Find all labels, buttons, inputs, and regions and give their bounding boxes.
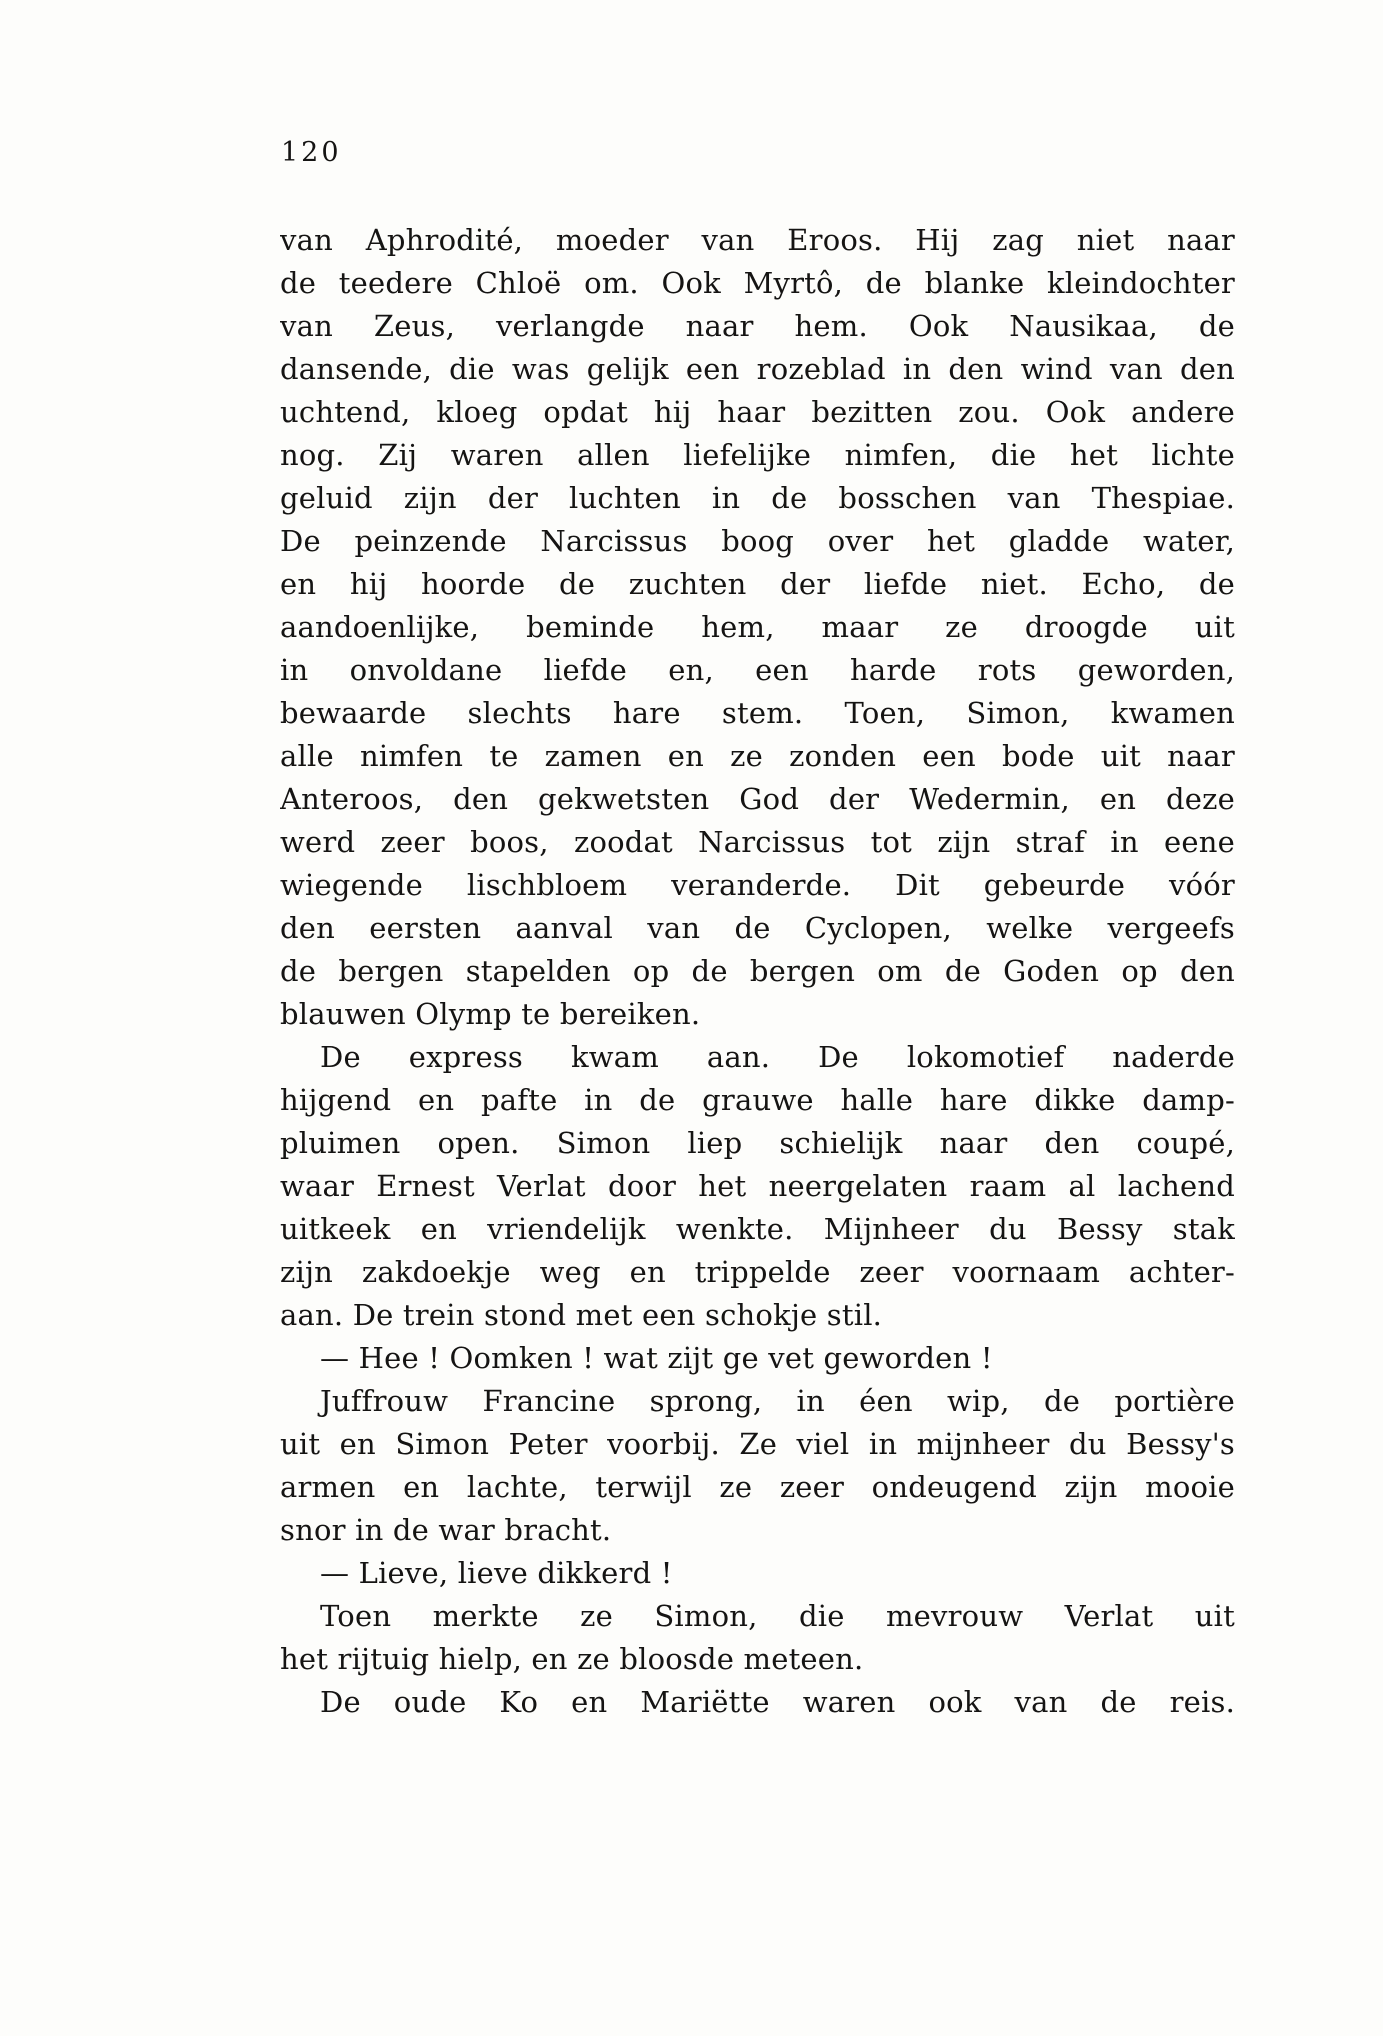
text-line: uit en Simon Peter voorbij. Ze viel in mijnheer du Bessy's (280, 1427, 1235, 1461)
text-line: nog. Zij waren allen liefelijke nimfen, die het lichte (280, 438, 1235, 472)
text-line: aandoenlijke, beminde hem, maar ze droogde uit (280, 610, 1235, 644)
text-line: en hij hoorde de zuchten der liefde niet. Echo, de (280, 567, 1235, 601)
page-number: 120 (281, 137, 342, 168)
text-line: van Aphrodité, moeder van Eroos. Hij zag niet naar (280, 223, 1235, 257)
text-line: het rijtuig hielp, en ze bloosde meteen. (280, 1642, 864, 1676)
text-line: de teedere Chloë om. Ook Myrtô, de blanke kleindochter (280, 266, 1235, 300)
text-line: hijgend en pafte in de grauwe halle hare dikke damp- (280, 1083, 1235, 1117)
text-line: van Zeus, verlangde naar hem. Ook Nausikaa, de (280, 309, 1235, 343)
text-line: Anteroos, den gekwetsten God der Wedermin, en deze (280, 782, 1235, 816)
text-line: geluid zijn der luchten in de bosschen van Thespiae. (280, 481, 1235, 515)
text-block (280, 219, 1235, 1724)
text-line: snor in de war bracht. (280, 1513, 612, 1547)
text-line: Juffrouw Francine sprong, in éen wip, de portière (320, 1384, 1235, 1418)
text-line: pluimen open. Simon liep schielijk naar den coupé, (280, 1126, 1235, 1160)
text-line: zijn zakdoekje weg en trippelde zeer voornaam achter- (280, 1255, 1235, 1289)
text-line: — Lieve, lieve dikkerd ! (320, 1556, 673, 1590)
text-line: in onvoldane liefde en, een harde rots geworden, (280, 653, 1235, 687)
text-line: den eersten aanval van de Cyclopen, welke vergeefs (280, 911, 1235, 945)
text-line: Toen merkte ze Simon, die mevrouw Verlat uit (320, 1599, 1235, 1633)
text-line: bewaarde slechts hare stem. Toen, Simon, kwamen (280, 696, 1235, 730)
text-line: wiegende lischbloem veranderde. Dit gebeurde vóór (280, 868, 1235, 902)
text-line: dansende, die was gelijk een rozeblad in den wind van den (280, 352, 1235, 386)
text-line: alle nimfen te zamen en ze zonden een bode uit naar (280, 739, 1235, 773)
text-line: De oude Ko en Mariëtte waren ook van de reis. (320, 1685, 1235, 1719)
text-line: blauwen Olymp te bereiken. (280, 997, 701, 1031)
text-line: waar Ernest Verlat door het neergelaten raam al lachend (280, 1169, 1235, 1203)
text-line: uitkeek en vriendelijk wenkte. Mijnheer du Bessy stak (280, 1212, 1235, 1246)
text-line: De peinzende Narcissus boog over het gladde water, (280, 524, 1235, 558)
text-line: uchtend, kloeg opdat hij haar bezitten zou. Ook andere (280, 395, 1235, 429)
text-line: werd zeer boos, zoodat Narcissus tot zijn straf in eene (280, 825, 1235, 859)
text-line: aan. De trein stond met een schokje stil. (280, 1298, 883, 1332)
text-line: de bergen stapelden op de bergen om de Goden op den (280, 954, 1235, 988)
text-line: De express kwam aan. De lokomotief naderde (320, 1040, 1235, 1074)
text-line: — Hee ! Oomken ! wat zijt ge vet geworden ! (320, 1341, 993, 1375)
text-line: armen en lachte, terwijl ze zeer ondeugend zijn mooie (280, 1470, 1235, 1504)
